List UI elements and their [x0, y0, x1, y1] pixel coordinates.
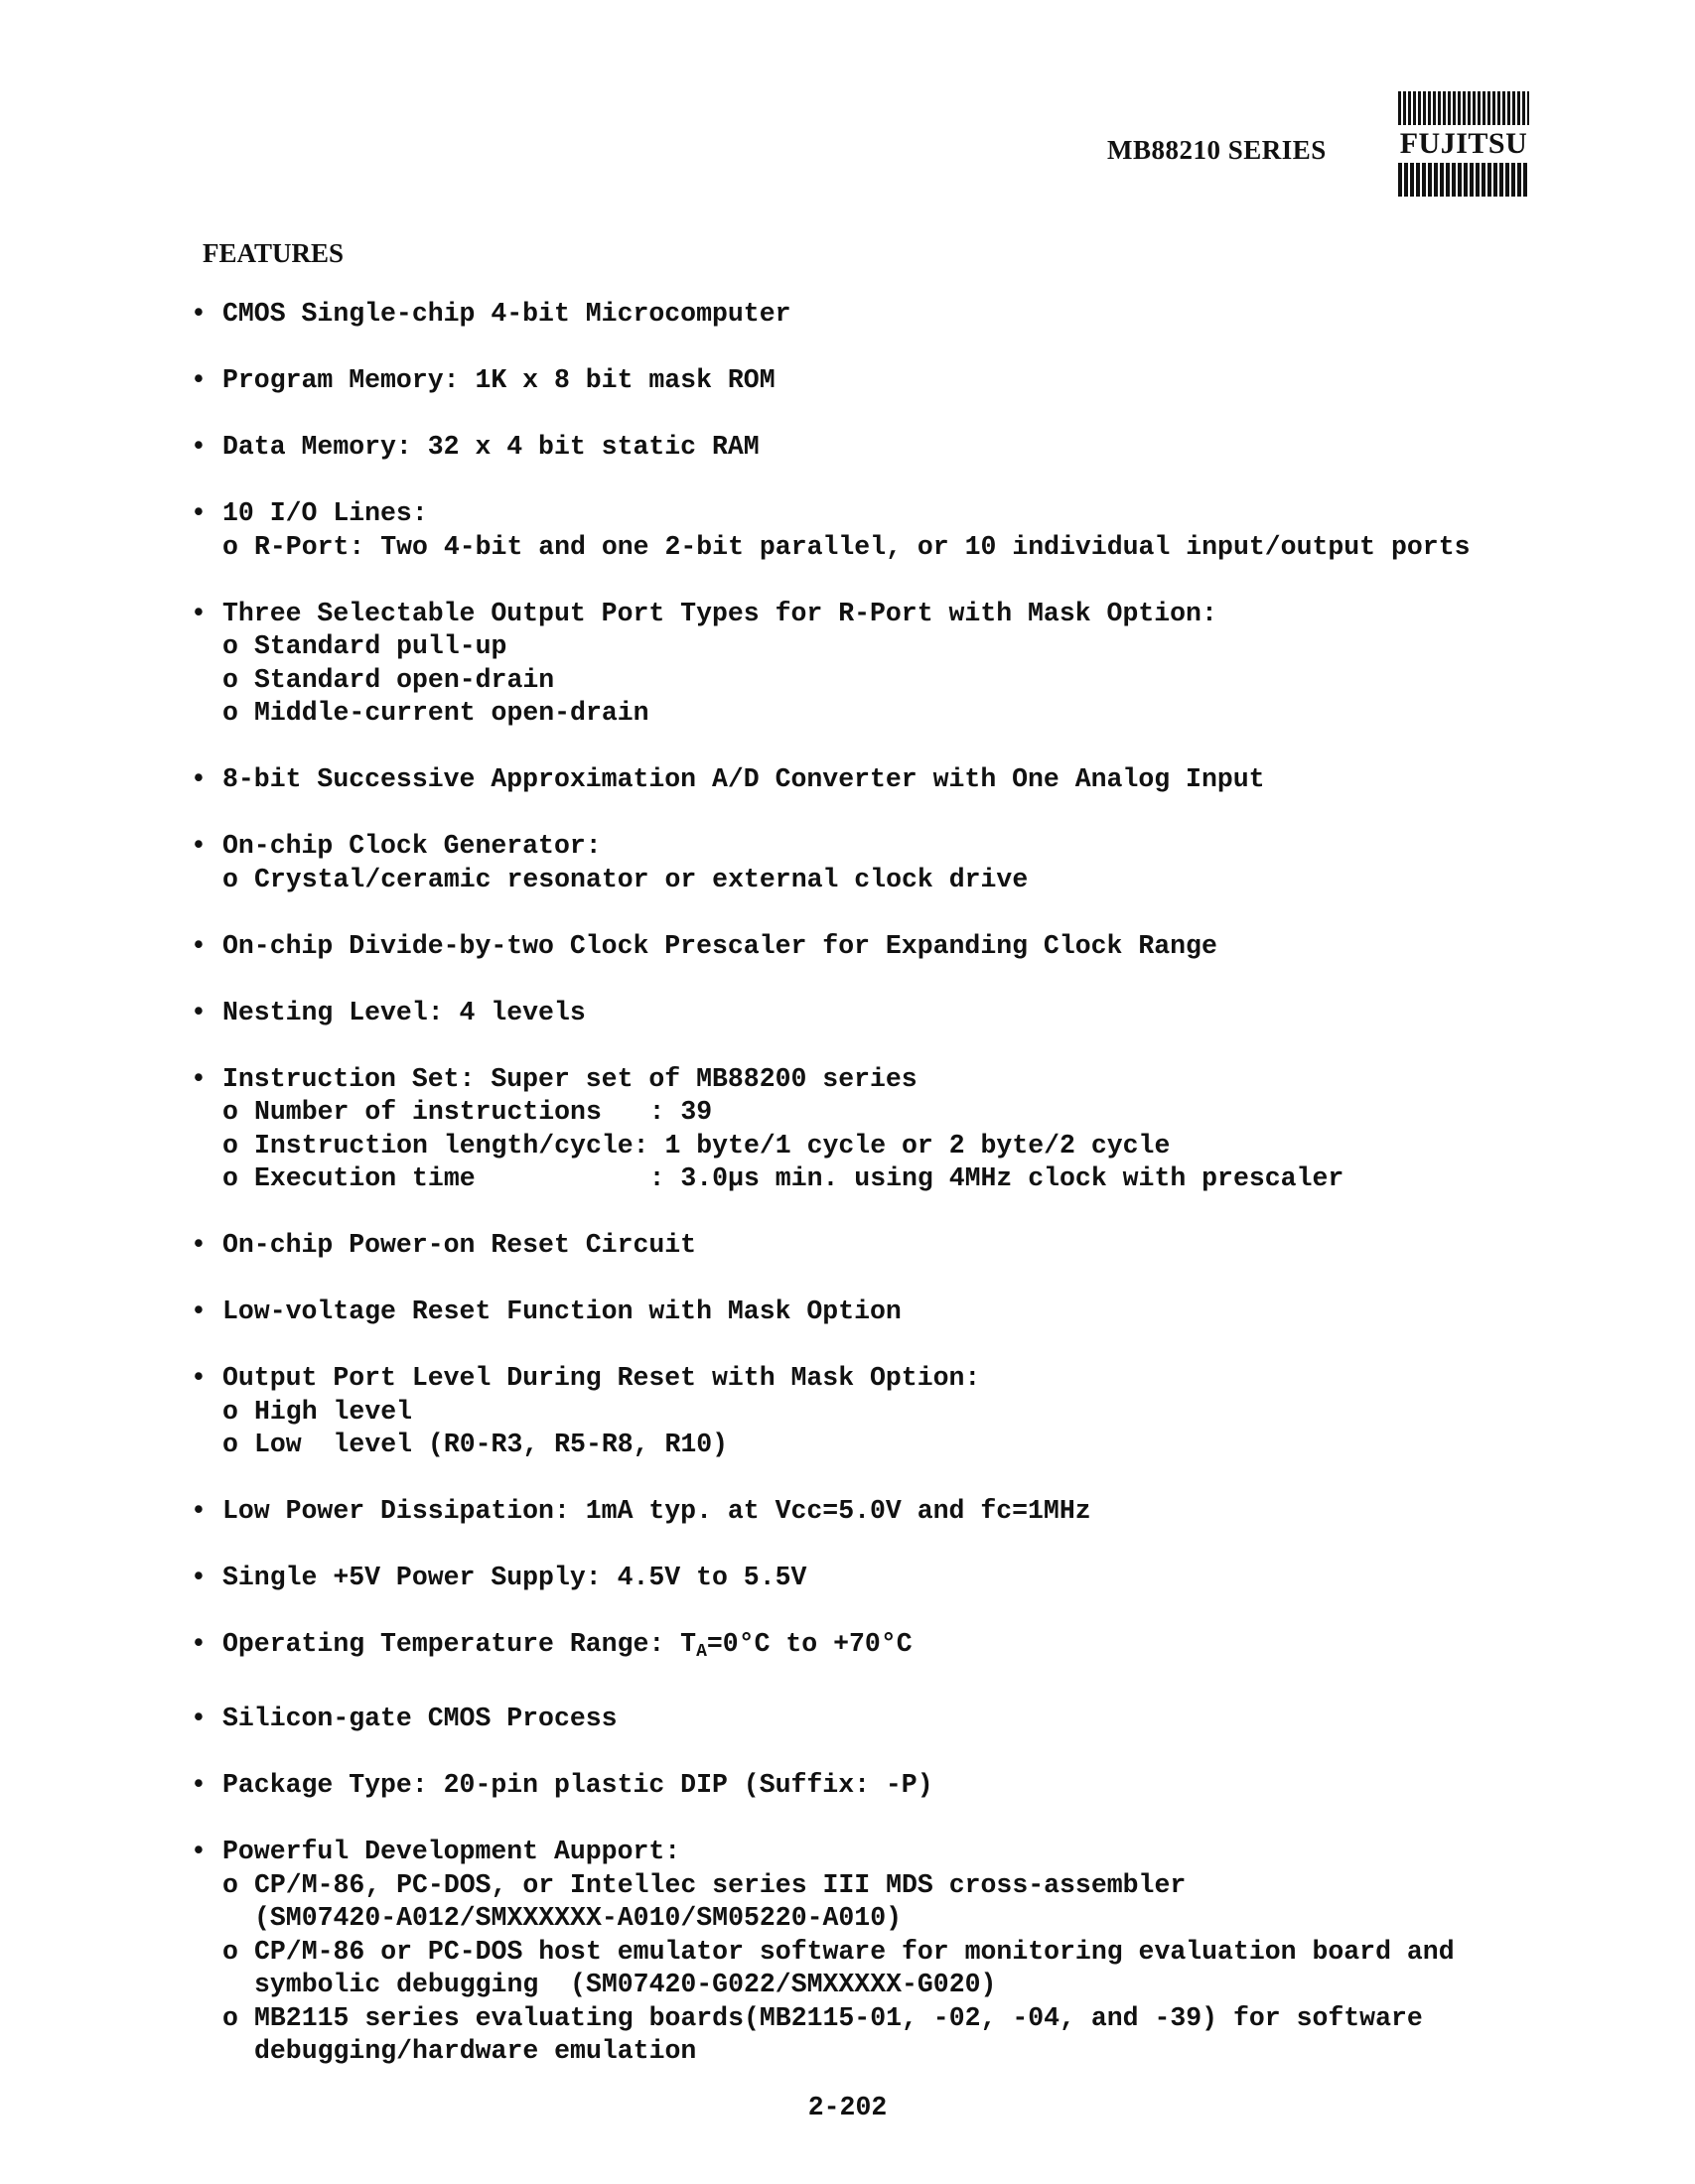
feature-sub-item: [222, 1162, 1557, 1196]
feature-sub-text: R-Port: Two 4-bit and one 2-bit parallel, or 10 individual input/output ports: [254, 531, 1471, 562]
sub-bullet-icon: o: [222, 631, 238, 661]
feature-text: Powerful Development Aupport:: [222, 1837, 681, 1866]
feature-text: Package Type: 20-pin plastic DIP (Suffix: -P): [222, 1770, 933, 1800]
sub-bullet-icon: o: [222, 864, 238, 894]
feature-item: [187, 997, 1557, 1030]
bullet-icon: •: [191, 1563, 207, 1592]
feature-sub-text: Low level (R0-R3, R5-R8, R10): [254, 1430, 729, 1459]
feature-sub-text: Number of instructions : 39: [254, 1097, 713, 1127]
subscript: A: [696, 1642, 707, 1662]
fujitsu-logo: [1398, 91, 1529, 197]
sub-bullet-icon: o: [222, 698, 238, 728]
feature-list: [187, 298, 1557, 2102]
feature-item: [187, 763, 1557, 797]
bullet-icon: •: [191, 1704, 207, 1733]
feature-item: [187, 1495, 1557, 1529]
bullet-icon: •: [191, 764, 207, 794]
feature-sub-item: [222, 1396, 1557, 1430]
feature-text: Program Memory: 1K x 8 bit mask ROM: [222, 365, 776, 395]
feature-text: On-chip Power-on Reset Circuit: [222, 1230, 697, 1260]
feature-item: [187, 497, 1557, 564]
feature-sub-item: [222, 1096, 1557, 1130]
bullet-icon: •: [191, 598, 207, 628]
bullet-icon: •: [191, 1837, 207, 1866]
feature-sub-item: [222, 1429, 1557, 1462]
feature-sub-item: [222, 630, 1557, 664]
sub-bullet-icon: o: [222, 2002, 238, 2033]
bullet-icon: •: [191, 1063, 207, 1094]
feature-text: Output Port Level During Reset with Mask Option:: [222, 1363, 981, 1393]
feature-sub-text: High level: [254, 1396, 413, 1427]
bullet-icon: •: [191, 1363, 207, 1393]
bullet-icon: •: [191, 1496, 207, 1526]
feature-sub-item: [222, 2002, 1557, 2069]
feature-item: [187, 1628, 1557, 1670]
bullet-icon: •: [191, 498, 207, 528]
feature-sub-text: Standard open-drain: [254, 664, 555, 695]
feature-item: [187, 1836, 1557, 2069]
page-number: 2-202: [807, 2093, 888, 2122]
feature-sub-text: Execution time : 3.0µs min. using 4MHz clock with prescaler: [254, 1163, 1344, 1193]
feature-item: [187, 930, 1557, 964]
feature-sub-item: [222, 697, 1557, 731]
feature-text: Single +5V Power Supply: 4.5V to 5.5V: [222, 1563, 807, 1592]
sub-bullet-icon: o: [222, 664, 238, 695]
feature-item: [187, 1362, 1557, 1462]
bullet-icon: •: [191, 365, 207, 395]
feature-text: Low Power Dissipation: 1mA typ. at Vcc=5.0V and fc=1MHz: [222, 1496, 1091, 1526]
feature-text: Operating Temperature Range: $T_A=0^\circ C$ to +70°C: [222, 1629, 913, 1662]
feature-sub-text: MB2115 series evaluating boards(MB2115-01, -02, -04, and -39) for software debugging/hardware emulation: [254, 2002, 1423, 2066]
sub-bullet-icon: o: [222, 1396, 238, 1427]
logo-bars-bottom: [1398, 163, 1529, 197]
bullet-icon: •: [191, 299, 207, 329]
feature-item: [187, 830, 1557, 896]
sub-bullet-icon: o: [222, 1130, 238, 1160]
feature-item: [187, 1703, 1557, 1736]
bullet-icon: •: [191, 997, 207, 1027]
feature-sub-text: CP/M-86 or PC-DOS host emulator software for monitoring evaluation board and symbolic debugging (SM07420-G022/SMXXXXX-G020): [254, 1936, 1455, 1999]
bullet-icon: •: [191, 432, 207, 462]
bullet-icon: •: [191, 930, 207, 961]
feature-text: CMOS Single-chip 4-bit Microcomputer: [222, 299, 791, 329]
brand-name: FUJITSU: [1399, 127, 1528, 160]
feature-item: [187, 1562, 1557, 1595]
feature-text: 10 I/O Lines:: [222, 498, 428, 528]
sub-bullet-icon: o: [222, 1430, 238, 1459]
sub-bullet-icon: o: [222, 1163, 238, 1193]
feature-sub-text: Standard pull-up: [254, 631, 507, 661]
feature-text: Instruction Set: Super set of MB88200 series: [222, 1063, 918, 1094]
feature-sub-text: Instruction length/cycle: 1 byte/1 cycle or 2 byte/2 cycle: [254, 1130, 1171, 1160]
feature-text: Data Memory: 32 x 4 bit static RAM: [222, 432, 760, 462]
feature-sub-item: [222, 531, 1557, 565]
feature-item: [187, 598, 1557, 731]
bullet-icon: •: [191, 1629, 207, 1659]
feature-sub-text: Crystal/ceramic resonator or external clock drive: [254, 864, 1029, 894]
feature-item: [187, 431, 1557, 465]
feature-text: Silicon-gate CMOS Process: [222, 1704, 618, 1733]
sub-bullet-icon: o: [222, 1097, 238, 1127]
feature-item: [187, 1296, 1557, 1329]
feature-text: On-chip Clock Generator:: [222, 831, 602, 861]
logo-bars-top: [1398, 91, 1529, 125]
feature-item: [187, 364, 1557, 398]
feature-text: Three Selectable Output Port Types for R-Port with Mask Option:: [222, 598, 1217, 628]
series-title: MB88210 SERIES: [1107, 135, 1327, 165]
feature-sub-item: [222, 1936, 1557, 2002]
feature-sub-item: [222, 664, 1557, 698]
bullet-icon: •: [191, 831, 207, 861]
sub-bullet-icon: o: [222, 531, 238, 562]
feature-item: [187, 1769, 1557, 1803]
section-title: FEATURES: [203, 238, 345, 268]
bullet-icon: •: [191, 1770, 207, 1800]
feature-text: Low-voltage Reset Function with Mask Option: [222, 1297, 902, 1326]
feature-item: [187, 298, 1557, 332]
feature-item: [187, 1063, 1557, 1196]
feature-item: [187, 1229, 1557, 1263]
bullet-icon: •: [191, 1230, 207, 1260]
feature-text: Nesting Level: 4 levels: [222, 997, 586, 1027]
feature-sub-item: [222, 1869, 1557, 1936]
sub-bullet-icon: o: [222, 1869, 238, 1900]
feature-sub-text: CP/M-86, PC-DOS, or Intellec series III MDS cross-assembler (SM07420-A012/SMXXXXXX-A010/SM05220-A010): [254, 1869, 1187, 1933]
feature-text: On-chip Divide-by-two Clock Prescaler for Expanding Clock Range: [222, 930, 1217, 961]
bullet-icon: •: [191, 1297, 207, 1326]
sub-bullet-icon: o: [222, 1936, 238, 1967]
feature-sub-item: [222, 864, 1557, 897]
feature-sub-text: Middle-current open-drain: [254, 698, 649, 728]
feature-text: 8-bit Successive Approximation A/D Converter with One Analog Input: [222, 764, 1265, 794]
feature-sub-item: [222, 1130, 1557, 1163]
